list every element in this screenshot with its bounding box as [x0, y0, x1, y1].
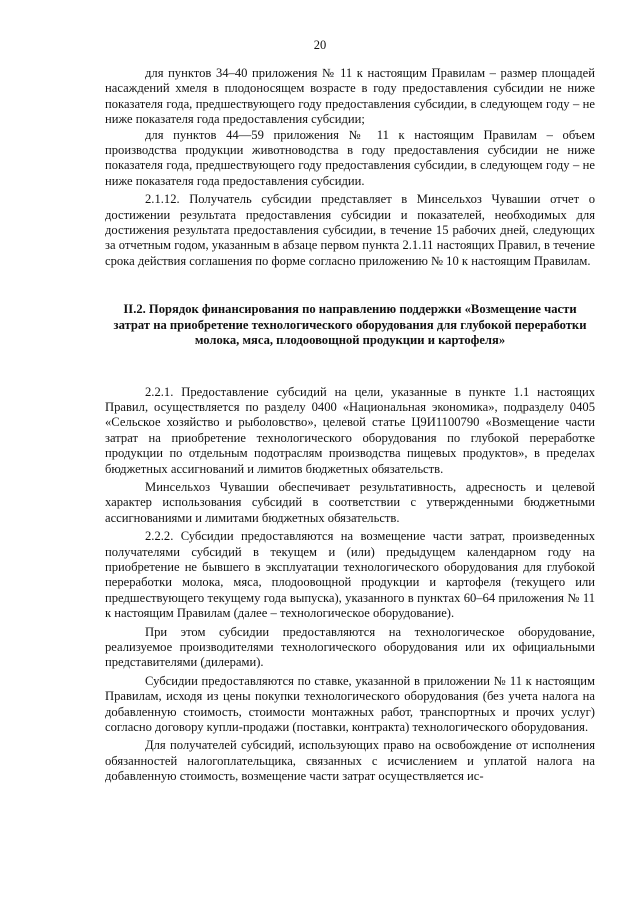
- paragraph: 2.2.1. Предоставление субсидий на цели, указанные в пункте 1.1 настоящих Правил, осуществляется по разделу 0400 «Национальная экономика», подразделу 0405 «Сельское хозяйство и рыболовство», целевой статье Ц9И1100790 «Возмещение части затрат на приобретение технологического оборудования по глубокой переработке продукции по отдельным подотраслям производства пищевых продуктов», в пределах бюджетных ассигнований и лимитов бюджетных обязательств.: [105, 384, 595, 476]
- section-heading: II.2. Порядок финансирования по направлению поддержки «Возмещение части затрат на приобретение технологического оборудования для глубокой переработки молока, мяса, плодоовощной продукции и картофеля»: [113, 302, 587, 348]
- paragraph: Субсидии предоставляются по ставке, указанной в приложении № 11 к настоящим Правилам, исходя из цены покупки технологического оборудования (без учета налога на добавленную стоимость, стоимости монтажных работ, транспортных и прочих услуг) согласно договору купли-продажи (поставки, контракта) технологического оборудования.: [105, 673, 595, 735]
- paragraph: Минсельхоз Чувашии обеспечивает результативность, адресность и целевой характер использования субсидий в соответствии с утвержденными бюджетными ассигнованиями и лимитами бюджетных обязательств.: [105, 479, 595, 525]
- paragraph: 2.2.2. Субсидии предоставляются на возмещение части затрат, произведенных получателями субсидий в текущем и (или) предыдущем календарном году на приобретение не бывшего в эксплуатации технологического оборудования для глубокой переработки молока, мяса, плодоовощной продукции и картофеля (текущего или предшествующего текущему года выпуска), указанного в пунктах 60–64 приложения № 11 к настоящим Правилам (далее – технологическое оборудование).: [105, 529, 595, 621]
- paragraph: При этом субсидии предоставляются на технологическое оборудование, реализуемое производителями технологического оборудования или их официальными представителями (дилерами).: [105, 624, 595, 670]
- page-number: 20: [313, 38, 327, 52]
- paragraph: Для получателей субсидий, использующих право на освобождение от исполнения обязанностей налогоплательщика, связанных с исчислением и уплатой налога на добавленную стоимость, возмещение части затрат осуществляется ис-: [105, 738, 595, 784]
- paragraph: 2.1.12. Получатель субсидии представляет в Минсельхоз Чувашии отчет о достижении результата предоставления субсидии и показателей, необходимых для достижения результата предоставления субсидии, в течение 15 рабочих дней, следующих за отчетным годом, указанным в абзаце первом пункта 2.1.11 настоящих Правил, в течение срока действия соглашения по форме согласно приложению № 10 к настоящим Правилам.: [105, 192, 595, 268]
- document-body: [105, 66, 595, 785]
- paragraph: для пунктов 44—59 приложения № 11 к настоящим Правилам – объем производства продукции животноводства в году предоставления субсидии не ниже показателя года, предшествующего году предоставления субсидии, в следующем году – не ниже показателя года предоставления субсидии.: [105, 127, 595, 188]
- paragraph: для пунктов 34–40 приложения № 11 к настоящим Правилам – размер площадей насаждений хмеля в плодоносящем возрасте в году предоставления субсидии не ниже показателя года, предшествующего году предоставления субсидии, в следующем году – не ниже показателя года предоставления субсидии;: [105, 66, 595, 127]
